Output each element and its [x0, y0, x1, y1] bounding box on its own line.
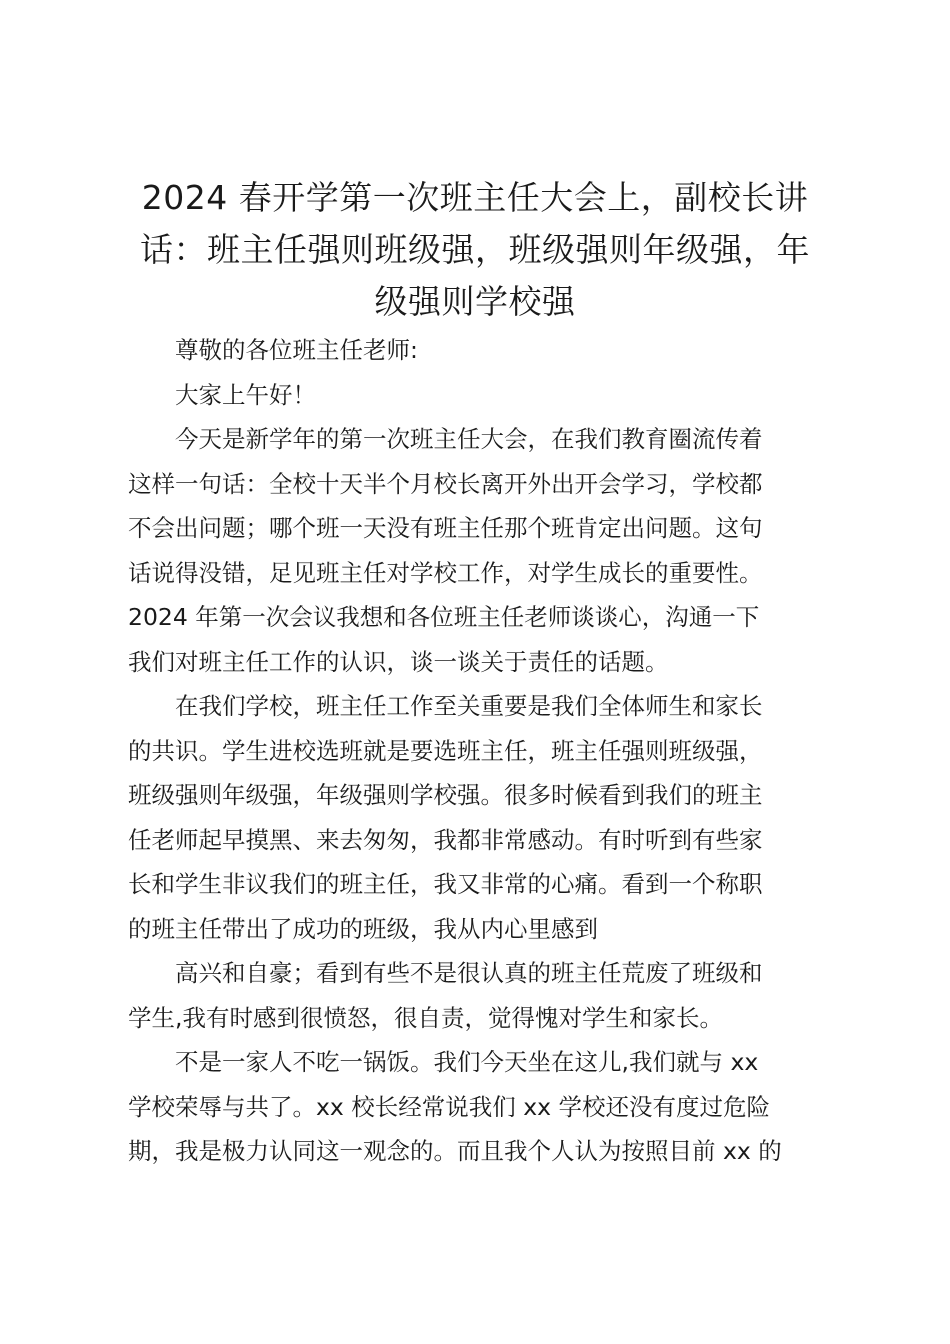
- text-line: 长和学生非议我们的班主任，我又非常的心痛。看到一个称职: [128, 870, 763, 898]
- text-line: 期，我是极力认同这一观念的。而且我个人认为按照目前 xx 的: [128, 1137, 782, 1165]
- text-line: 大家上午好！: [175, 380, 316, 409]
- body-paragraph: [128, 1040, 840, 1174]
- text-line: 任老师起早摸黑、来去匆匆，我都非常感动。有时听到有些家: [128, 825, 763, 854]
- document-title: [118, 172, 832, 328]
- title-line: 话：班主任强则班级强，班级强则年级强，年: [140, 230, 810, 269]
- greeting-paragraph: [128, 373, 840, 418]
- text-line: 在我们学校，班主任工作至关重要是我们全体师生和家长: [175, 692, 763, 720]
- text-line: 班级强则年级强，年级强则学校强。很多时候看到我们的班主: [128, 781, 763, 809]
- text-line: 尊敬的各位班主任老师:: [175, 336, 418, 364]
- body-paragraph: [128, 951, 840, 1040]
- text-line: 不是一家人不吃一锅饭。我们今天坐在这儿,我们就与 xx: [175, 1048, 759, 1076]
- text-line: 我们对班主任工作的认识，谈一谈关于责任的话题。: [128, 647, 669, 676]
- body-paragraph: [128, 417, 840, 684]
- text-line: 高兴和自豪；看到有些不是很认真的班主任荒废了班级和: [175, 959, 763, 987]
- text-line: 的班主任带出了成功的班级，我从内心里感到: [128, 914, 598, 943]
- title-line: 2024 春开学第一次班主任大会上，副校长讲: [141, 178, 809, 217]
- body-paragraph: [128, 684, 840, 951]
- text-line: 2024 年第一次会议我想和各位班主任老师谈谈心，沟通一下: [128, 603, 760, 631]
- text-line: 的共识。学生进校选班就是要选班主任，班主任强则班级强，: [128, 736, 763, 765]
- text-line: 话说得没错，足见班主任对学校工作，对学生成长的重要性。: [128, 558, 763, 587]
- document-body: [128, 328, 840, 1174]
- text-line: 今天是新学年的第一次班主任大会，在我们教育圈流传着: [175, 425, 763, 453]
- text-line: 学生,我有时感到很愤怒，很自责，觉得愧对学生和家长。: [128, 1003, 723, 1032]
- title-line: 级强则学校强: [374, 282, 576, 321]
- salutation-paragraph: [128, 328, 840, 373]
- text-line: 这样一句话：全校十天半个月校长离开外出开会学习，学校都: [128, 469, 763, 498]
- text-line: 不会出问题；哪个班一天没有班主任那个班肯定出问题。这句: [128, 514, 763, 542]
- text-line: 学校荣辱与共了。xx 校长经常说我们 xx 学校还没有度过危险: [128, 1092, 771, 1121]
